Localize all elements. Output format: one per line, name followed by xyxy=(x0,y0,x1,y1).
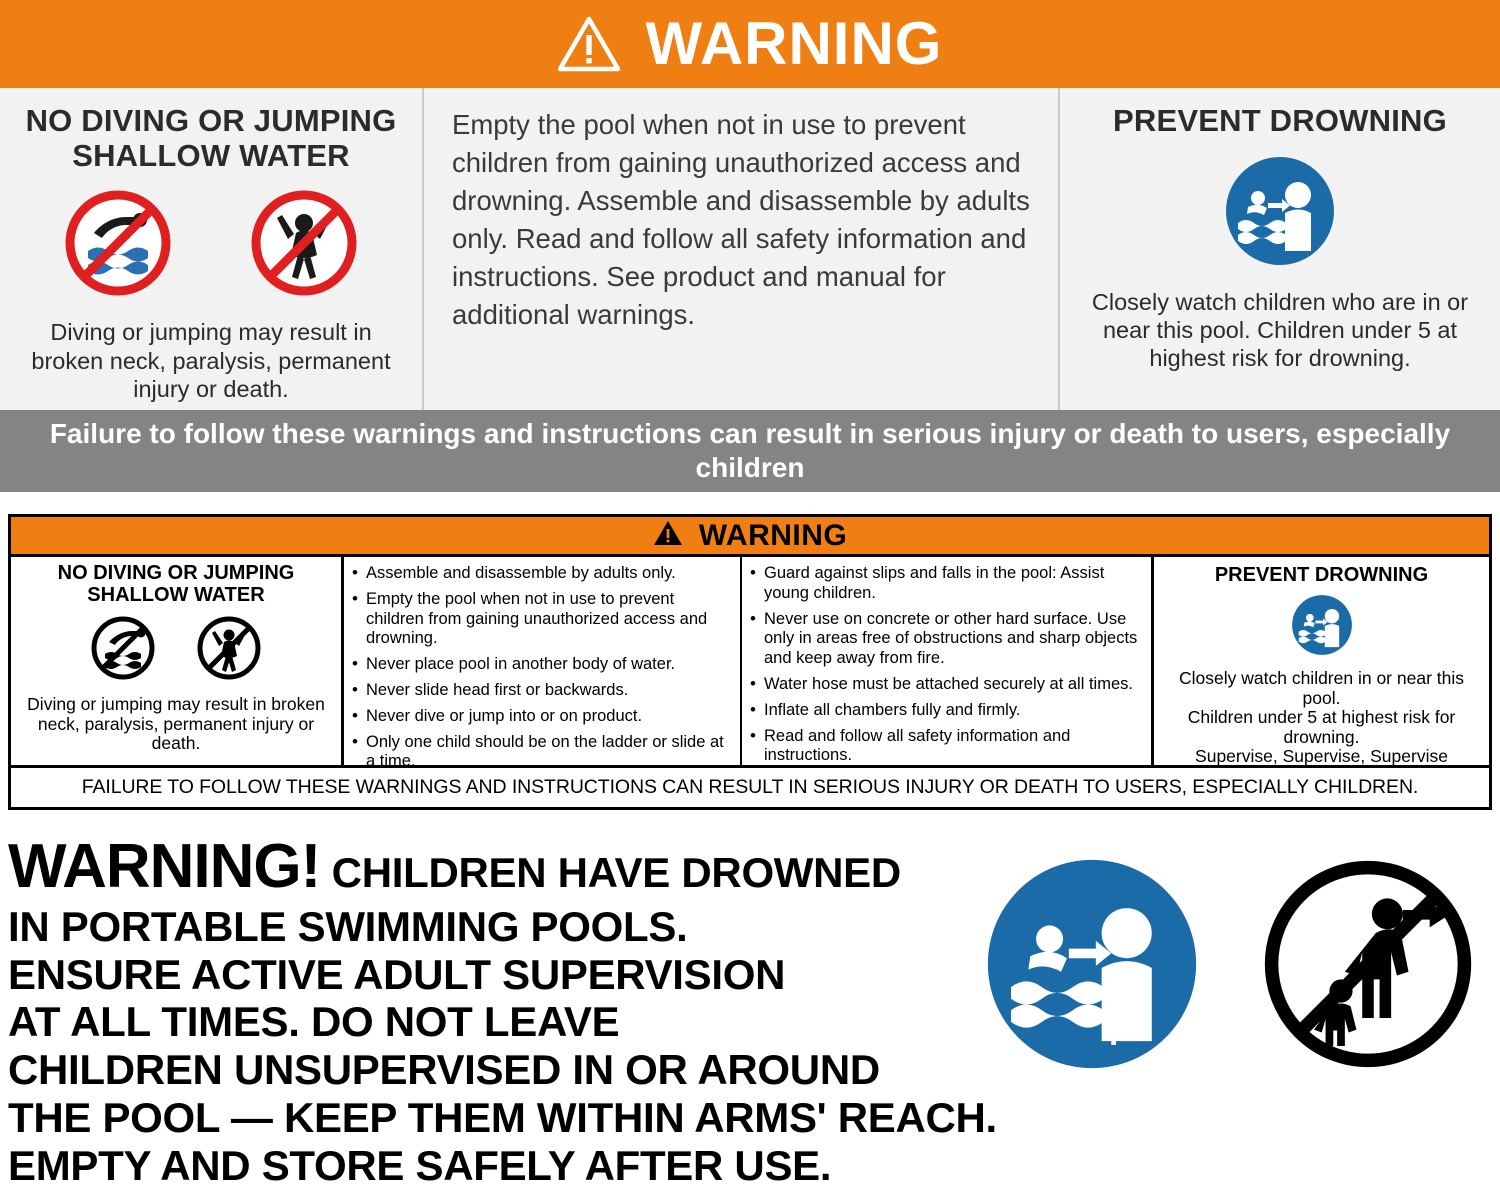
panel3-line-7: EMPTY AND STORE SAFELY AFTER USE. xyxy=(8,1142,832,1190)
panel3-line-3: ENSURE ACTIVE ADULT SUPERVISION xyxy=(8,950,786,998)
panel2-instruction-list-1 xyxy=(344,557,742,771)
panel3-line-1-rest: CHILDREN HAVE DROWNED xyxy=(331,849,901,896)
panel1-header xyxy=(0,0,1500,88)
list-item: • Water hose must be attached securely at all times. xyxy=(750,675,1145,695)
panel2-no-diving-caption: Diving or jumping may result in broken neck, paralysis, permanent injury or death. xyxy=(27,694,325,754)
supervise-children-icon xyxy=(984,856,1200,1077)
panel2-prevent-drowning-title: PREVENT DROWNING xyxy=(1214,564,1429,586)
panel1-prevent-drowning-caption: Closely watch children who are in or near this pool. Children under 5 at highest risk for drowning. xyxy=(1091,288,1469,372)
panel1-no-diving-title: NO DIVING OR JUMPING SHALLOW WATER xyxy=(25,103,397,173)
list-item: • Only one child should be on the ladder or slide at a time. xyxy=(352,733,734,773)
panel1-instructions-column xyxy=(424,88,1060,410)
no-diving-icon xyxy=(85,614,161,687)
panel2-header xyxy=(11,517,1489,557)
supervise-children-icon xyxy=(1224,155,1336,272)
panel1-no-diving-column xyxy=(0,88,424,410)
panel1-prohibition-icons xyxy=(14,189,408,302)
panel2-prevent-drowning-caption-3: Supervise, Supervise, Supervise xyxy=(1195,746,1448,767)
panel1-header-word: WARNING xyxy=(645,10,943,77)
panel2-no-diving-title: NO DIVING OR JUMPING SHALLOW WATER xyxy=(57,562,295,606)
panel1-no-diving-caption: Diving or jumping may result in broken neck, paralysis, permanent injury or death. xyxy=(31,319,391,402)
panel1-prevent-drowning-column xyxy=(1060,88,1500,410)
panel2-list-right xyxy=(750,564,1145,766)
list-item: • Empty the pool when not in use to prevent children from gaining unauthorized access and drowning. xyxy=(352,590,734,649)
panel3-text-block xyxy=(0,826,997,1204)
panel1-supervise-icon-wrap xyxy=(1074,155,1486,272)
panel1-body xyxy=(0,88,1500,410)
warning-triangle-icon xyxy=(653,520,683,552)
panel2-supervise-icon-wrap xyxy=(1162,594,1481,661)
panel2-prevent-drowning-caption-2: Children under 5 at highest risk for drowning. xyxy=(1187,707,1456,747)
panel3-line-2: IN PORTABLE SWIMMING POOLS. xyxy=(8,902,688,950)
list-item: • Assemble and disassemble by adults only. xyxy=(352,564,734,584)
panel3-line-1 xyxy=(8,832,960,903)
warning-triangle-icon xyxy=(558,16,620,72)
panel1-prevent-drowning-title: PREVENT DROWNING xyxy=(1113,103,1447,138)
panel2-prohibition-icons xyxy=(19,614,333,687)
list-item: • Never place pool in another body of water. xyxy=(352,655,734,675)
panel2-prevent-drowning-caption-1: Closely watch children in or near this pool. xyxy=(1179,668,1464,708)
panel2-footer-banner: FAILURE TO FOLLOW THESE WARNINGS AND INSTRUCTIONS CAN RESULT IN SERIOUS INJURY OR DEATH TO USERS, ESPECIALLY CHILDREN. xyxy=(11,765,1489,807)
panel2-header-word: WARNING xyxy=(698,518,848,552)
do-not-leave-child-unattended-icon xyxy=(1260,856,1476,1077)
panel2-instruction-list-2 xyxy=(742,557,1154,765)
panel2-prevent-drowning-column xyxy=(1154,557,1489,765)
panel2-list-left xyxy=(352,564,734,772)
no-jumping-icon xyxy=(191,614,267,687)
panel3-lead-word: WARNING! xyxy=(8,832,321,901)
no-jumping-icon xyxy=(234,189,374,302)
list-item: • Read and follow all safety information and instructions. xyxy=(750,727,1145,767)
panel1-instructions-paragraph: Empty the pool when not in use to prevent children from gaining unauthorized access and drowning. Assemble and disassemble by adults only. Read and follow all safety information and instructions. See product and manual for additional warnings. xyxy=(452,109,1030,330)
panel2-body xyxy=(11,557,1489,771)
list-item: • Never dive or jump into or on product. xyxy=(352,707,734,727)
list-item: • Inflate all chambers fully and firmly. xyxy=(750,701,1145,721)
panel2-no-diving-column xyxy=(11,557,344,765)
panel-bw-warning xyxy=(8,514,1492,810)
list-item: • Never use on concrete or other hard surface. Use only in areas free of obstructions and sharp objects and keep away from fire. xyxy=(750,610,1145,669)
list-item: • Never slide head first or backwards. xyxy=(352,681,734,701)
panel3-icon-group xyxy=(960,826,1500,1204)
supervise-children-icon xyxy=(1291,594,1353,661)
no-diving-icon xyxy=(48,189,188,302)
panel3-line-6: THE POOL — KEEP THEM WITHIN ARMS' REACH. xyxy=(8,1094,997,1142)
panel3-line-5: CHILDREN UNSUPERVISED IN OR AROUND xyxy=(8,1046,880,1094)
panel-bold-warning xyxy=(0,826,1500,1204)
panel1-footer-banner: Failure to follow these warnings and instructions can result in serious injury or death to users, especially children xyxy=(0,410,1500,492)
list-item: • Guard against slips and falls in the pool: Assist young children. xyxy=(750,564,1145,604)
panel3-line-4: AT ALL TIMES. DO NOT LEAVE xyxy=(8,998,620,1046)
panel-color-warning xyxy=(0,0,1500,492)
